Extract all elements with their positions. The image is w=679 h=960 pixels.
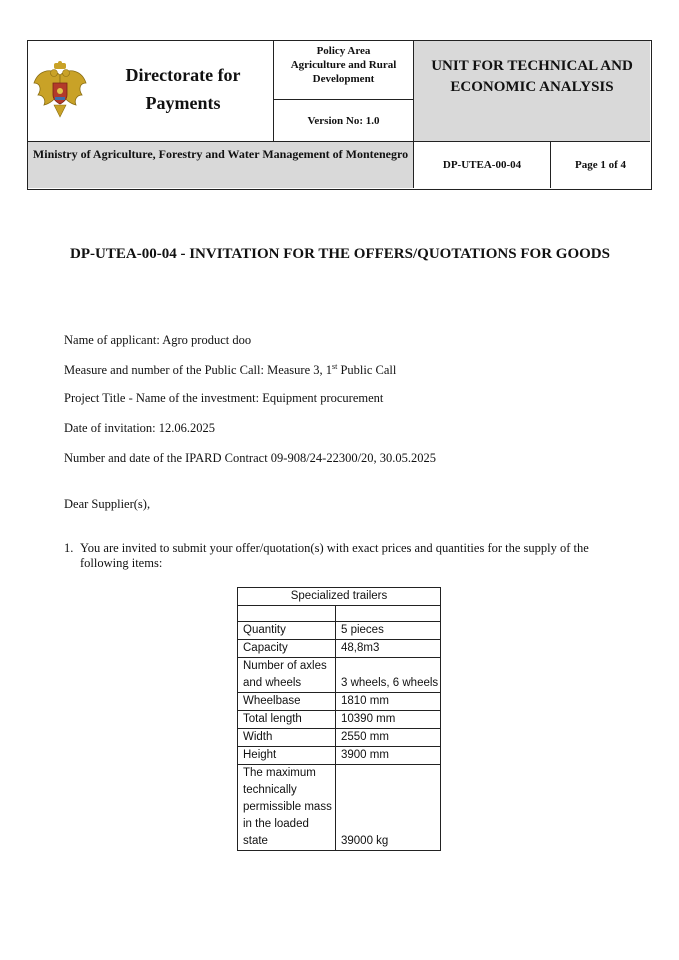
policy-area-name: Agriculture and Rural Development <box>290 59 397 85</box>
policy-area-cell <box>274 41 414 100</box>
montenegro-coat-of-arms-icon <box>32 61 88 119</box>
directorate-title: Directorate for Payments <box>125 65 241 113</box>
table-row <box>238 729 441 747</box>
spec-value: 48,8m3 <box>336 640 441 658</box>
table-row <box>238 658 441 693</box>
measure-suffix: Public Call <box>337 363 397 378</box>
spec-value: 1810 mm <box>336 693 441 711</box>
spec-value: 2550 mm <box>336 729 441 747</box>
measure-line <box>64 362 396 378</box>
ministry-name: Ministry of Agriculture, Forestry and Water Management of Montenegro <box>28 142 414 188</box>
spec-table <box>237 587 441 851</box>
spec-table-heading: Specialized trailers <box>238 588 441 606</box>
measure-ordinal: st <box>332 362 338 371</box>
table-row <box>238 622 441 640</box>
greeting: Dear Supplier(s), <box>64 497 151 511</box>
directorate-cell <box>28 41 274 142</box>
table-row <box>238 711 441 729</box>
table-row <box>238 747 441 765</box>
spec-label: Quantity <box>238 622 336 640</box>
spec-blank-cell <box>336 606 441 622</box>
spec-label: Wheelbase <box>238 693 336 711</box>
spec-label: Number of axles and wheels <box>238 658 336 693</box>
spec-value: 3900 mm <box>336 747 441 765</box>
unit-name: UNIT FOR TECHNICAL AND ECONOMIC ANALYSIS <box>414 41 650 142</box>
measure-text: Measure and number of the Public Call: Measure 3, 1 <box>64 363 332 378</box>
contract-line: Number and date of the IPARD Contract 09-908/24-22300/20, 30.05.2025 <box>64 451 437 465</box>
document-code: DP-UTEA-00-04 <box>414 142 551 188</box>
spec-label: Total length <box>238 711 336 729</box>
spec-value: 3 wheels, 6 wheels <box>336 658 441 693</box>
list-item-number: 1. <box>64 541 74 555</box>
spec-label: Width <box>238 729 336 747</box>
spec-blank-cell <box>238 606 336 622</box>
applicant-line: Name of applicant: Agro product doo <box>64 333 252 347</box>
spec-value: 10390 mm <box>336 711 441 729</box>
date-line: Date of invitation: 12.06.2025 <box>64 421 216 435</box>
spec-value: 5 pieces <box>336 622 441 640</box>
spec-label: Capacity <box>238 640 336 658</box>
table-row <box>238 765 441 851</box>
spec-value: 39000 kg <box>336 765 441 851</box>
project-line: Project Title - Name of the investment: Equipment procurement <box>64 391 384 405</box>
table-row <box>238 640 441 658</box>
list-item-text: You are invited to submit your offer/quotation(s) with exact prices and quantities for the supply of the following items: <box>80 541 589 570</box>
table-row <box>238 693 441 711</box>
list-item <box>64 541 624 571</box>
version-number: Version No: 1.0 <box>274 100 414 142</box>
spec-label: The maximum technically permissible mass in the loaded state <box>238 765 336 851</box>
policy-area-label: Policy Area <box>316 45 371 57</box>
document-title: DP-UTEA-00-04 - INVITATION FOR THE OFFERS/QUOTATIONS FOR GOODS <box>70 246 610 262</box>
page-number: Page 1 of 4 <box>574 159 626 171</box>
document-header-table <box>27 40 652 190</box>
spec-label: Height <box>238 747 336 765</box>
